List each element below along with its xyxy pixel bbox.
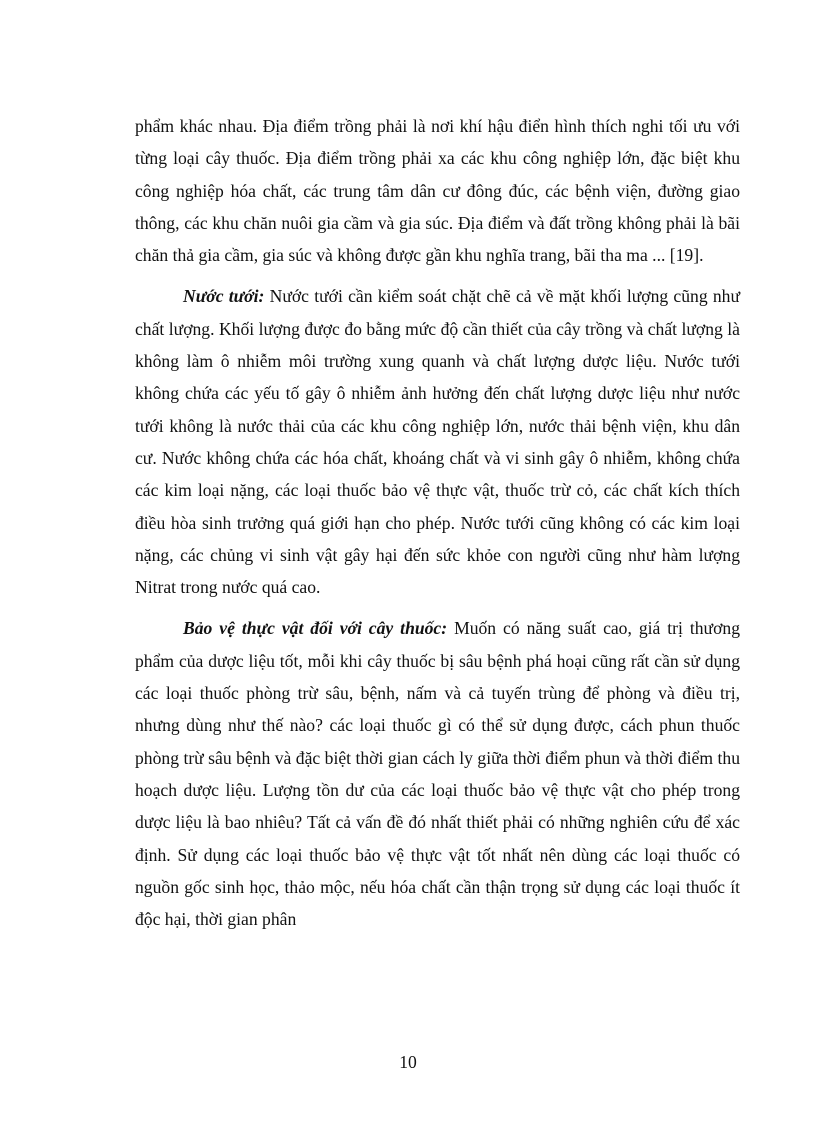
paragraph-text: Muốn có năng suất cao, giá trị thương phẩm của dược liệu tốt, mỗi khi cây thuốc bị sâu bệnh phá hoại cũng rất cần sử dụng các loại thuốc phòng trừ sâu, bệnh, nấm và cả tuyến trùng để phòng và điều trị, nhưng dùng như thế nào? các loại thuốc gì có thể sử dụng được, cách phun thuốc phòng trừ sâu bệnh và đặc biệt thời gian cách ly giữa thời điểm phun và thời điểm thu hoạch dược liệu. Lượng tồn dư của các loại thuốc bảo vệ thực vật cho phép trong dược liệu là bao nhiêu? Tất cả vấn đề đó nhất thiết phải có những nghiên cứu để xác định. Sử dụng các loại thuốc bảo vệ thực vật tốt nhất nên dùng các loại thuốc có nguồn gốc sinh học, thảo mộc, nếu hóa chất cần thận trọng sử dụng các loại thuốc ít độc hại, thời gian phân [135, 618, 740, 930]
page-number: 10 [399, 1052, 417, 1072]
paragraph-text: Nước tưới cần kiểm soát chặt chẽ cả về mặt khối lượng cũng như chất lượng. Khối lượng được đo bằng mức độ cần thiết của cây trồng và chất lượng là không làm ô nhiễm môi trường xung quanh và chất lượng dược liệu. Nước tưới không chứa các yếu tố gây ô nhiễm ảnh hưởng đến chất lượng dược liệu như nước tưới không là nước thải của các khu công nghiệp lớn, nước thải bệnh viện, khu dân cư. Nước không chứa các hóa chất, khoáng chất và vi sinh gây ô nhiễm, không chứa các kim loại nặng, các loại thuốc bảo vệ thực vật, thuốc trừ cỏ, các chất kích thích điều hòa sinh trưởng quá giới hạn cho phép. Nước tưới cũng không có các kim loại nặng, các chủng vi sinh vật gây hại đến sức khỏe con người cũng như hàm lượng Nitrat trong nước quá cao. [135, 286, 740, 598]
paragraph-heading: Nước tưới: [183, 286, 265, 307]
document-body [135, 110, 740, 944]
paragraph-site-selection [135, 110, 740, 271]
paragraph-plant-protection [135, 612, 740, 935]
paragraph-text: phẩm khác nhau. Địa điểm trồng phải là nơi khí hậu điển hình thích nghi tối ưu với từng loại cây thuốc. Địa điểm trồng phải xa các khu công nghiệp lớn, đặc biệt khu công nghiệp hóa chất, các trung tâm dân cư đông đúc, các bệnh viện, đường giao thông, các khu chăn nuôi gia cầm và gia súc. Địa điểm và đất trồng không phải là bãi chăn thả gia cầm, gia súc và không được gần khu nghĩa trang, bãi tha ma ... [19]. [135, 116, 740, 266]
paragraph-heading: Bảo vệ thực vật đối với cây thuốc: [183, 618, 448, 639]
paragraph-irrigation-water [135, 280, 740, 603]
